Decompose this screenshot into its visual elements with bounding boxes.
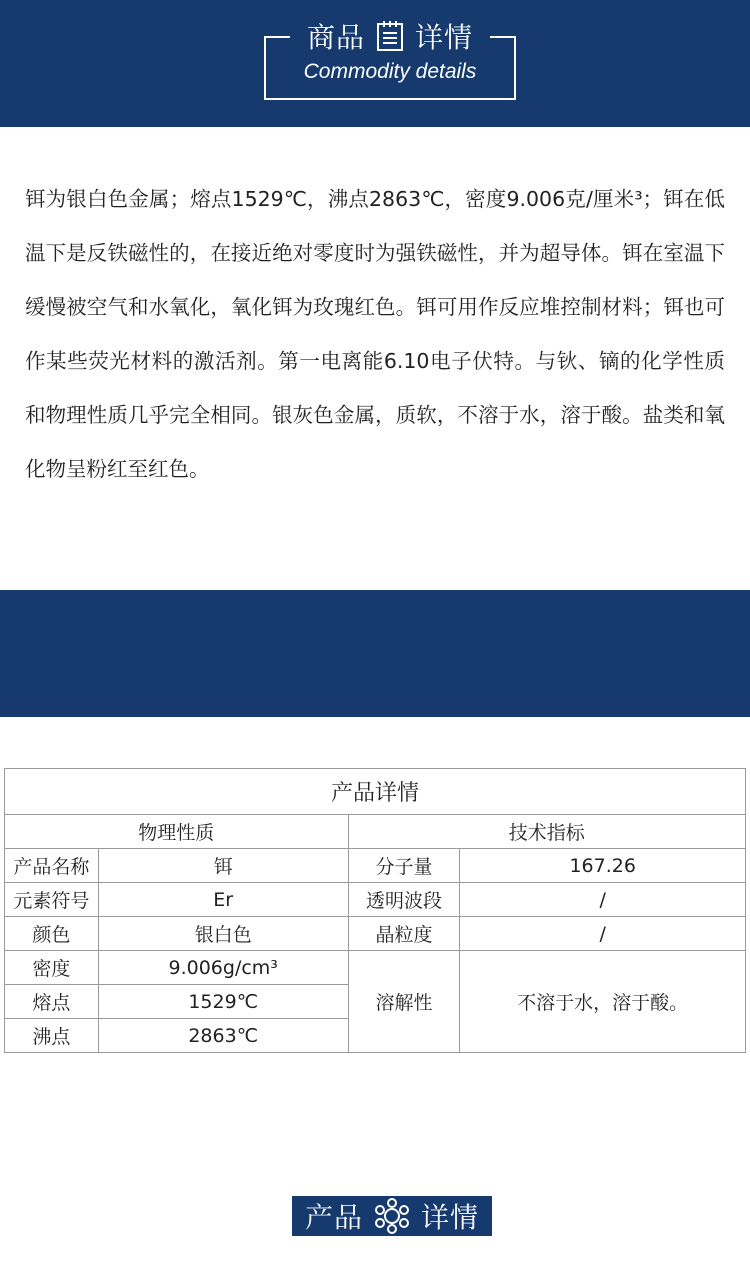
banner-title-right: 详情 — [421, 1201, 480, 1234]
molecule-icon — [373, 1198, 411, 1234]
row-value: Er — [98, 883, 348, 917]
row-label: 元素符号 — [5, 883, 99, 917]
row-label: 溶解性 — [348, 951, 460, 1053]
group-header-physical: 物理性质 — [5, 815, 349, 849]
row-value: / — [460, 883, 746, 917]
table-caption: 产品详情 — [5, 769, 746, 815]
table-row — [5, 883, 746, 917]
row-label: 沸点 — [5, 1019, 99, 1053]
row-label: 产品名称 — [5, 849, 99, 883]
row-label: 晶粒度 — [348, 917, 460, 951]
row-value: 9.006g/cm³ — [98, 951, 348, 985]
row-value: 2863℃ — [98, 1019, 348, 1053]
row-value: 167.26 — [460, 849, 746, 883]
product-spec-table — [4, 768, 746, 1053]
banner-title — [290, 16, 490, 56]
row-label: 分子量 — [348, 849, 460, 883]
banner-subtitle: Commodity details — [303, 60, 477, 83]
row-value: 银白色 — [98, 917, 348, 951]
table-row — [5, 917, 746, 951]
row-value: 1529℃ — [98, 985, 348, 1019]
row-label: 熔点 — [5, 985, 99, 1019]
banner-title — [292, 1196, 492, 1236]
commodity-details-banner — [0, 0, 750, 127]
group-header-technical: 技术指标 — [348, 815, 745, 849]
intro-paragraph: 铒为银白色金属；熔点1529℃，沸点2863℃，密度9.006克/厘米³；铒在低温下是反铁磁性的，在接近绝对零度时为强铁磁性，并为超导体。铒在室温下缓慢被空气和水氧化，氧化铒为玫瑰红色。铒可用作反应堆控制材料；铒也可作某些荧光材料的激活剂。第一电离能6.10电子伏特。与钬、镝的化学性质和物理性质几乎完全相同。银灰色金属，质软，不溶于水，溶于酸。盐类和氧化物呈粉红至红色。 — [25, 187, 725, 481]
banner-title-right: 详情 — [415, 21, 474, 54]
document-icon — [375, 20, 405, 52]
row-label: 颜色 — [5, 917, 99, 951]
row-value: / — [460, 917, 746, 951]
table-row — [5, 951, 746, 985]
row-label: 密度 — [5, 951, 99, 985]
banner-title-left: 商品 — [306, 21, 365, 54]
banner-subtitle: Chemical composition — [289, 1240, 495, 1263]
banner-title-left: 产品 — [304, 1201, 363, 1234]
row-label: 透明波段 — [348, 883, 460, 917]
row-value: 不溶于水，溶于酸。 — [460, 951, 746, 1053]
table-row — [5, 849, 746, 883]
row-value: 铒 — [98, 849, 348, 883]
